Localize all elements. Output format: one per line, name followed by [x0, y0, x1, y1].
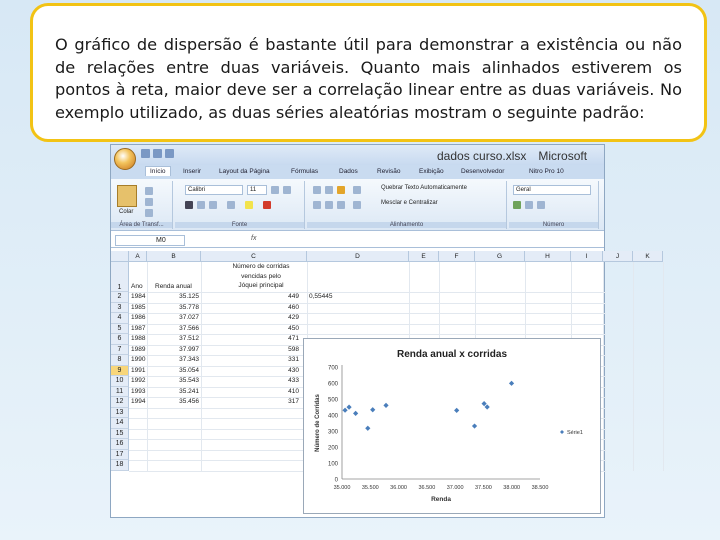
- data-point: [353, 411, 358, 416]
- cell-corridas[interactable]: 410: [288, 387, 299, 395]
- align-middle-icon[interactable]: [325, 186, 333, 194]
- cell-renda[interactable]: 35.054: [179, 366, 199, 374]
- cell-ano[interactable]: 1990: [131, 356, 146, 363]
- row-header-4[interactable]: 4: [111, 313, 129, 324]
- data-point: [509, 381, 514, 386]
- align-center-icon[interactable]: [325, 201, 333, 209]
- row-header-15[interactable]: 15: [111, 429, 129, 440]
- gridline: [633, 262, 634, 471]
- cell-ano[interactable]: 1987: [131, 324, 146, 332]
- y-tick-label: 200: [327, 445, 338, 452]
- tab-inserir[interactable]: Inserir: [183, 168, 202, 175]
- title-bar: [111, 145, 604, 165]
- cell-ano[interactable]: 1984: [131, 293, 146, 300]
- underline-icon[interactable]: [209, 201, 217, 209]
- header-corridas-line[interactable]: vencidas pelo: [241, 272, 281, 280]
- row-header-2[interactable]: 2: [111, 292, 129, 303]
- format-painter-icon[interactable]: [145, 209, 153, 217]
- cell-ano[interactable]: 1993: [131, 387, 146, 395]
- x-axis-label: Renda: [431, 496, 451, 503]
- cell-corridas[interactable]: 598: [288, 345, 299, 353]
- merge-center-button[interactable]: Mesclar e Centralizar: [381, 200, 438, 206]
- y-tick-label: 300: [327, 429, 338, 436]
- y-tick-label: 100: [327, 461, 338, 468]
- cell-ano[interactable]: 1992: [131, 377, 146, 384]
- data-point: [346, 405, 351, 410]
- font-name-select[interactable]: Calibri: [185, 185, 243, 195]
- tab-formulas[interactable]: Fórmulas: [291, 168, 319, 175]
- alignment-group: [307, 181, 507, 229]
- tab-nitro[interactable]: Nitro Pro 10: [529, 168, 564, 175]
- font-color-icon[interactable]: [263, 201, 271, 209]
- ribbon: [111, 179, 604, 231]
- data-point: [482, 401, 487, 406]
- column-header-b[interactable]: B: [147, 251, 201, 262]
- clipboard-label: Área de Transf...: [111, 222, 172, 228]
- row-header-13[interactable]: 13: [111, 408, 129, 419]
- cell-corridas[interactable]: 331: [288, 356, 299, 363]
- align-bottom-icon[interactable]: [337, 186, 345, 194]
- cell-corridas[interactable]: 449: [288, 293, 299, 300]
- number-format-select[interactable]: Geral: [513, 185, 591, 195]
- office-button[interactable]: [114, 148, 136, 170]
- x-tick-label: 38.000: [503, 485, 521, 491]
- indent-icon[interactable]: [353, 201, 361, 209]
- italic-icon[interactable]: [197, 201, 205, 209]
- formula-bar: [111, 233, 604, 248]
- cell-ano[interactable]: 1986: [131, 314, 146, 321]
- cell-corridas[interactable]: 433: [288, 377, 299, 384]
- ribbon-tabs: [111, 165, 604, 179]
- cell-renda[interactable]: 37.512: [179, 335, 199, 342]
- x-tick-label: 38.500: [531, 485, 549, 491]
- cell-corridas[interactable]: 429: [288, 314, 299, 321]
- header-renda[interactable]: Renda anual: [155, 283, 192, 290]
- tab-exibicao[interactable]: Exibição: [419, 168, 444, 175]
- chart-svg: [304, 339, 602, 515]
- row-header-17[interactable]: 17: [111, 450, 129, 461]
- wrap-text-button[interactable]: Quebrar Texto Automaticamente: [381, 185, 467, 191]
- cell-ano[interactable]: 1985: [131, 303, 146, 311]
- name-box[interactable]: M0: [115, 235, 185, 246]
- orientation-icon[interactable]: [353, 186, 361, 194]
- row-header-3[interactable]: 3: [111, 303, 129, 314]
- legend-label: Série1: [567, 430, 583, 436]
- data-point: [365, 426, 370, 431]
- cell-renda[interactable]: 35.543: [179, 377, 199, 384]
- cell-ano[interactable]: 1994: [131, 398, 146, 405]
- copy-icon[interactable]: [145, 198, 153, 206]
- y-tick-label: 400: [327, 413, 338, 420]
- paste-label[interactable]: Colar: [119, 209, 134, 215]
- cell-renda[interactable]: 35.778: [179, 303, 199, 311]
- column-header-i[interactable]: I: [571, 251, 603, 262]
- tab-desenvolvedor[interactable]: Desenvolvedor: [461, 168, 505, 175]
- x-tick-label: 35.500: [361, 485, 379, 491]
- callout-text: O gráfico de dispersão é bastante útil para demonstrar a existência ou não de relações entre duas variáveis. Quanto mais alinhados estiverem os pontos à reta, maior deve ser a correlação linear entre as duas variáveis. No exemplo utilizado, as duas séries aleatórias mostram o seguinte padrão:: [55, 35, 682, 122]
- cut-icon[interactable]: [145, 187, 153, 195]
- column-header-c[interactable]: C: [201, 251, 307, 262]
- y-axis-label: Número de Corridas: [315, 394, 321, 452]
- data-point: [485, 404, 490, 409]
- quick-access-toolbar: [141, 149, 174, 158]
- data-point: [454, 408, 459, 413]
- column-header-h[interactable]: H: [525, 251, 571, 262]
- y-tick-label: 600: [327, 381, 338, 388]
- cell-ano[interactable]: 1991: [131, 366, 146, 374]
- fill-color-icon[interactable]: [245, 201, 253, 209]
- callout-box: [30, 3, 707, 142]
- data-point: [342, 408, 347, 413]
- cell-corridas[interactable]: 471: [288, 335, 299, 342]
- header-ano[interactable]: Ano: [131, 283, 143, 290]
- data-point: [383, 403, 388, 408]
- row-header-14[interactable]: 14: [111, 418, 129, 429]
- cell-corridas[interactable]: 450: [288, 324, 299, 332]
- number-label: Número: [509, 222, 598, 228]
- x-tick-label: 36.000: [390, 485, 407, 491]
- undo-icon[interactable]: [153, 149, 162, 158]
- excel-window: [110, 144, 650, 518]
- data-point: [370, 407, 375, 412]
- row-header-12[interactable]: 12: [111, 397, 129, 408]
- currency-icon[interactable]: [513, 201, 521, 209]
- x-tick-label: 35.000: [333, 485, 351, 491]
- column-header-a[interactable]: A: [129, 251, 147, 262]
- y-tick-label: 700: [327, 365, 338, 372]
- shrink-font-icon[interactable]: [283, 186, 291, 194]
- gridline: [663, 262, 664, 471]
- row-header-10[interactable]: 10: [111, 376, 129, 387]
- cell-renda[interactable]: 35.456: [179, 398, 199, 405]
- font-size-select[interactable]: 11: [247, 185, 267, 195]
- fx-icon[interactable]: fx: [251, 235, 257, 242]
- paste-icon[interactable]: [117, 185, 137, 207]
- cell-renda[interactable]: 37.027: [179, 314, 199, 321]
- tab-layout[interactable]: Layout da Página: [219, 168, 270, 175]
- x-tick-label: 36.500: [418, 485, 436, 491]
- chart-title: Renda anual x corridas: [396, 349, 508, 360]
- row-header-6[interactable]: 6: [111, 334, 129, 345]
- app-title: Microsoft: [538, 149, 588, 163]
- tab-revisao[interactable]: Revisão: [377, 168, 401, 175]
- column-header-e[interactable]: E: [409, 251, 439, 262]
- row-header-11[interactable]: 11: [111, 387, 129, 398]
- cell-renda[interactable]: 37.566: [179, 324, 199, 332]
- font-label: Fonte: [175, 222, 304, 228]
- legend-marker: [560, 430, 564, 434]
- cell-ano[interactable]: 1989: [131, 345, 146, 353]
- gridline: [603, 262, 604, 471]
- window-title: [437, 149, 587, 163]
- row-header-5[interactable]: 5: [111, 324, 129, 335]
- number-group: [509, 181, 599, 229]
- header-corridas-line[interactable]: Número de corridas: [232, 263, 290, 270]
- row-header-8[interactable]: 8: [111, 355, 129, 366]
- row-header-7[interactable]: 7: [111, 345, 129, 356]
- y-tick-label: 0: [334, 477, 338, 484]
- cell-renda[interactable]: 37.997: [179, 345, 199, 353]
- row-header-18[interactable]: 18: [111, 460, 129, 471]
- header-corridas-line[interactable]: Jóquei principal: [238, 282, 284, 289]
- percent-icon[interactable]: [525, 201, 533, 209]
- bold-icon[interactable]: [185, 201, 193, 209]
- cell-renda[interactable]: 35.125: [179, 293, 199, 300]
- tab-inicio[interactable]: Início: [145, 166, 171, 176]
- comma-icon[interactable]: [537, 201, 545, 209]
- grow-font-icon[interactable]: [271, 186, 279, 194]
- alignment-label: Alinhamento: [307, 222, 506, 228]
- cell-renda[interactable]: 35.241: [179, 387, 199, 395]
- column-header-j[interactable]: J: [603, 251, 633, 262]
- align-left-icon[interactable]: [313, 201, 321, 209]
- x-tick-label: 37.500: [475, 485, 492, 491]
- select-all-corner[interactable]: [111, 251, 129, 262]
- cell-renda[interactable]: 37.343: [179, 356, 199, 363]
- scatter-chart[interactable]: [303, 338, 601, 514]
- row-header-9[interactable]: 9: [111, 366, 129, 377]
- x-tick-label: 37.000: [446, 485, 464, 491]
- gridline: [201, 262, 202, 471]
- cell-corridas[interactable]: 317: [288, 398, 299, 405]
- file-title: dados curso.xlsx: [437, 149, 527, 163]
- cell-ano[interactable]: 1988: [131, 335, 146, 342]
- save-icon[interactable]: [141, 149, 150, 158]
- font-group: [175, 181, 305, 229]
- tab-dados[interactable]: Dados: [339, 168, 358, 175]
- data-point: [472, 423, 477, 428]
- borders-icon[interactable]: [227, 201, 235, 209]
- cell-d2[interactable]: 0,55445: [309, 293, 333, 300]
- row-header-16[interactable]: 16: [111, 439, 129, 450]
- cell-corridas[interactable]: 430: [288, 366, 299, 374]
- column-header-d[interactable]: D: [307, 251, 409, 262]
- column-header-k[interactable]: K: [633, 251, 663, 262]
- align-right-icon[interactable]: [337, 201, 345, 209]
- column-header-g[interactable]: G: [475, 251, 525, 262]
- redo-icon[interactable]: [165, 149, 174, 158]
- y-tick-label: 500: [327, 397, 338, 404]
- row-header-1[interactable]: 1: [111, 262, 129, 292]
- align-top-icon[interactable]: [313, 186, 321, 194]
- column-header-f[interactable]: F: [439, 251, 475, 262]
- clipboard-group: [111, 181, 173, 229]
- cell-corridas[interactable]: 460: [288, 303, 299, 311]
